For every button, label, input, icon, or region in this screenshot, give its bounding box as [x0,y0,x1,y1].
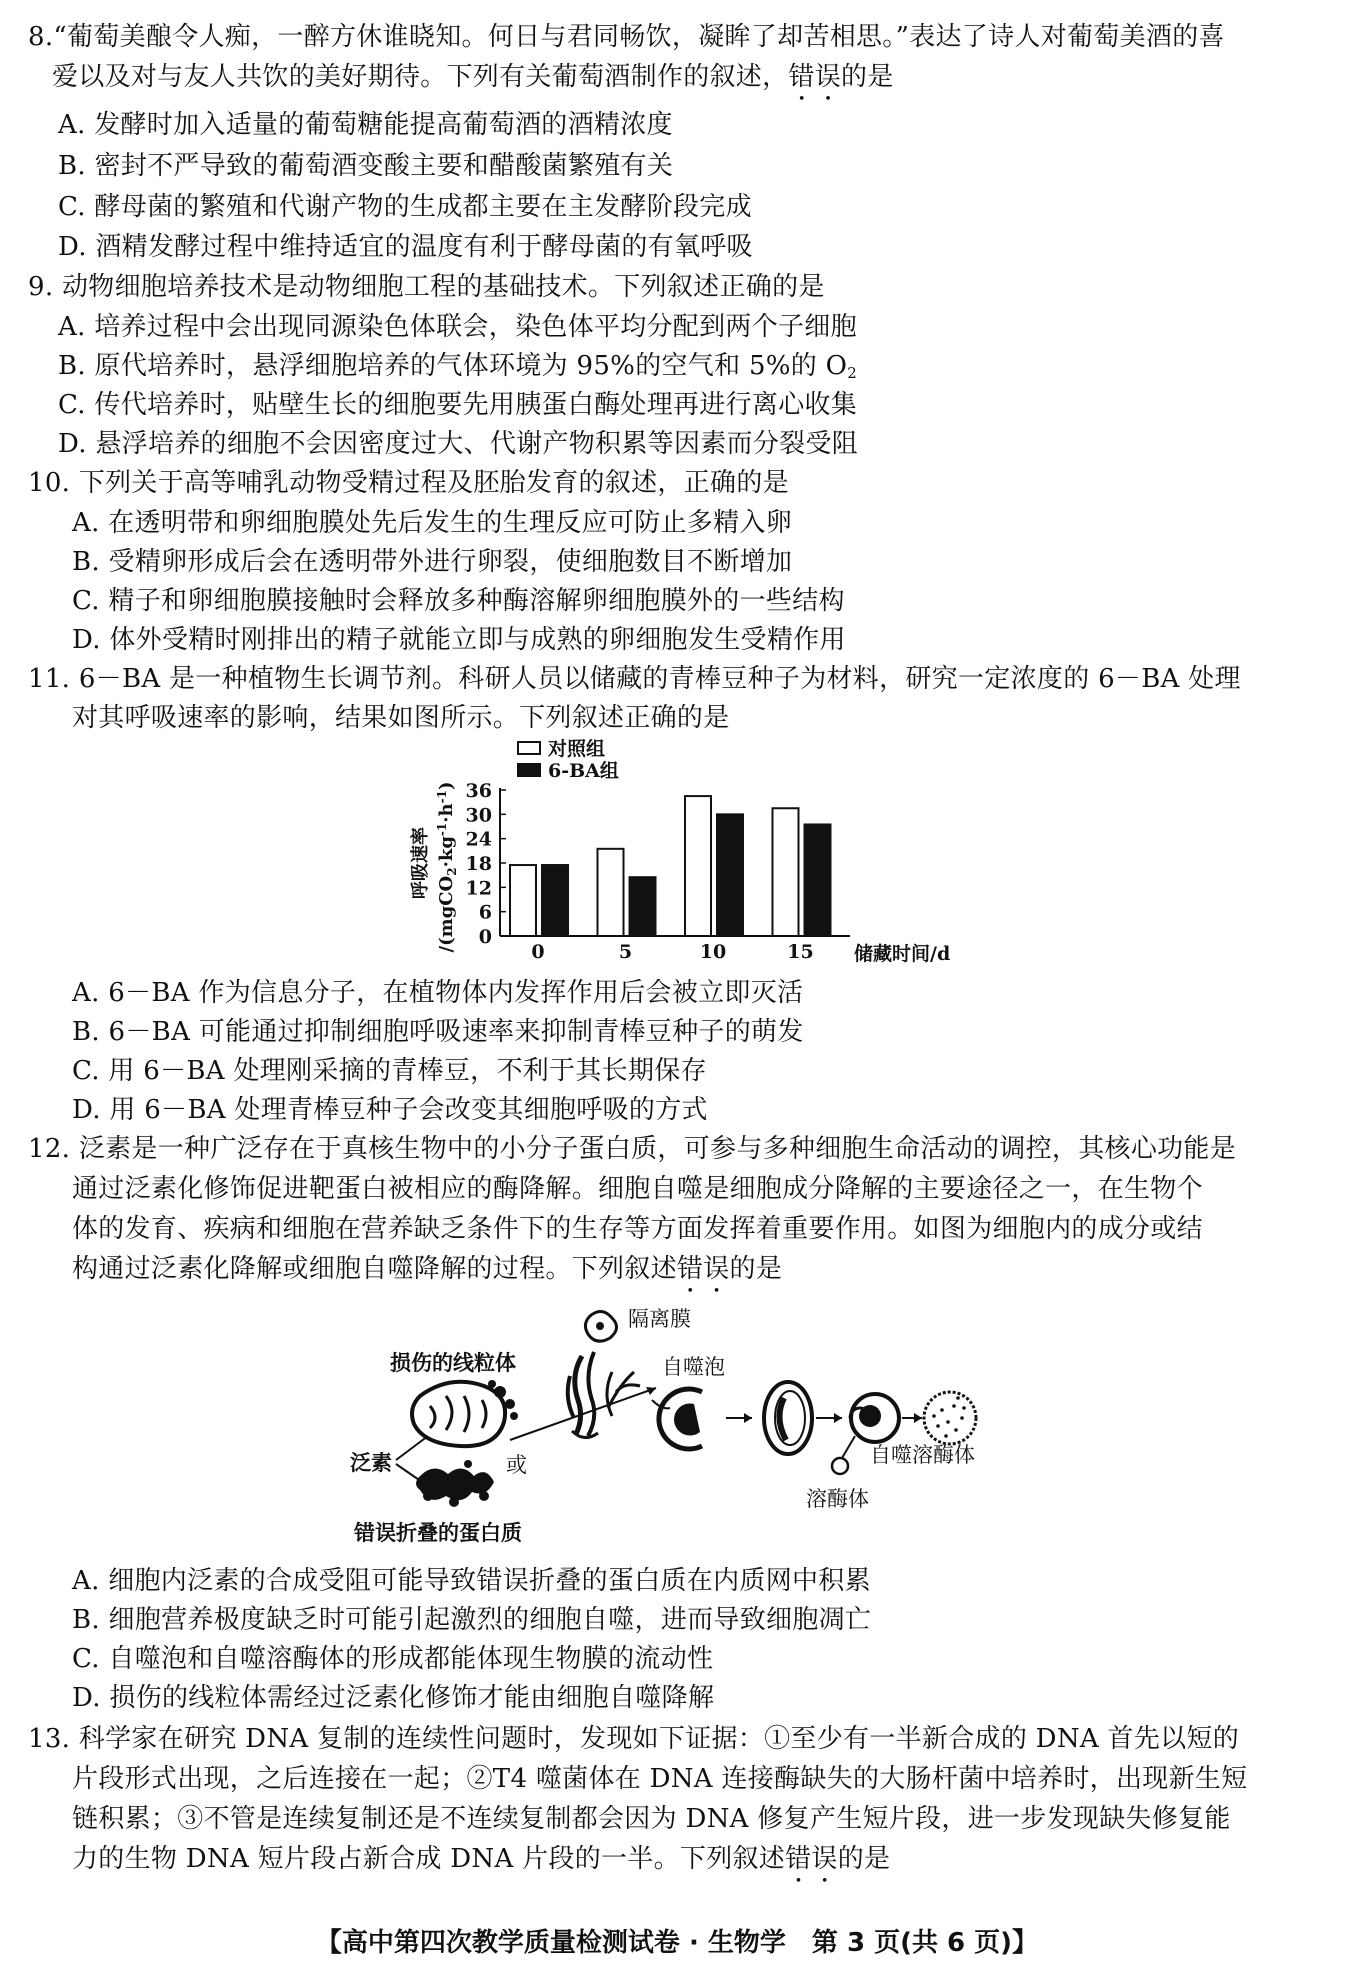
respiration-rate-chart [360,736,1000,968]
bar-treated-5 [630,877,656,936]
q9-option-d: D. 悬浮培养的细胞不会因密度过大、代谢产物积累等因素而分裂受阻 [58,429,859,459]
bar-control-10 [685,796,711,936]
bar-control-5 [598,849,624,936]
q12-stem-line-2: 通过泛素化修饰促进靶蛋白被相应的酶降解。细胞自噬是细胞成分降解的主要途径之一，在生物个 [72,1174,1203,1204]
q8-option-b: B. 密封不严导致的葡萄酒变酸主要和醋酸菌繁殖有关 [58,151,674,181]
q13-stem-line-4: 力的生物 DNA 短片段占新合成 DNA 片段的一半。下列叙述错误的是 [72,1844,891,1874]
q12-option-a: A. 细胞内泛素的合成受阻可能导致错误折叠的蛋白质在内质网中积累 [72,1566,871,1596]
q10-option-b: B. 受精卵形成后会在透明带外进行卵裂，使细胞数目不断增加 [72,547,793,577]
label-autophagosome: 自噬泡 [662,1355,725,1379]
x-tick-label: 5 [618,941,633,963]
q8-option-a: A. 发酵时加入适量的葡萄糖能提高葡萄酒的酒精浓度 [58,110,673,140]
q11-stem-line-2: 对其呼吸速率的影响，结果如图所示。下列叙述正确的是 [72,703,730,733]
emphasis-wrong: 错误 [785,1844,838,1874]
x-tick-label: 15 [787,941,814,963]
q11-option-a: A. 6－BA 作为信息分子，在植物体内发挥作用后会被立即灭活 [72,978,804,1008]
x-tick-label: 0 [531,941,545,963]
bar-treated-15 [805,824,831,936]
bar-control-0 [510,865,536,936]
lysosome-icon [832,1436,855,1474]
label-ubiquitin: 泛素 [350,1450,392,1475]
q12-stem-line-4: 构通过泛素化降解或细胞自噬降解的过程。下列叙述错误的是 [72,1254,783,1284]
label-damaged-mitochondrion: 损伤的线粒体 [390,1350,516,1375]
q8-option-d: D. 酒精发酵过程中维持适宜的温度有利于酵母菌的有氧呼吸 [58,232,753,262]
y-axis-label-line-1: 呼吸速率 [410,827,431,899]
q12-option-b: B. 细胞营养极度缺乏时可能引起激烈的细胞自噬，进而导致细胞凋亡 [72,1605,872,1635]
phagophore-icon [659,1389,702,1449]
x-axis-label: 储藏时间/d [854,943,951,965]
q8-stem-line-2: 爱以及对与友人共饮的美好期待。下列有关葡萄酒制作的叙述，错误的是 [52,62,894,92]
q12-option-d: D. 损伤的线粒体需经过泛素化修饰才能由细胞自噬降解 [72,1683,715,1713]
q11-stem-line-1: 11. 6－BA 是一种植物生长调节剂。科研人员以储藏的青棒豆种子为材料，研究一定浓度的 6－BA 处理 [28,664,1241,694]
q12-option-c: C. 自噬泡和自噬溶酶体的形成都能体现生物膜的流动性 [72,1644,714,1674]
label-misfolded-protein: 错误折叠的蛋白质 [354,1520,522,1545]
q8-option-c: C. 酵母菌的繁殖和代谢产物的生成都主要在主发酵阶段完成 [58,192,752,222]
y-tick-label: 12 [465,877,492,900]
q13-stem-line-3: 链积累；③不管是连续复制还是不连续复制都会因为 DNA 修复产生短片段，进一步发现缺失修复能 [72,1804,1231,1834]
y-tick-label: 30 [465,804,492,827]
label-lysosome: 溶酶体 [806,1487,869,1511]
q8-stem-line-1: 8.“葡萄美酿令人痴，一醉方休谁晓知。何日与君同畅饮，凝眸了却苦相思。”表达了诗人对葡萄美酒的喜 [28,22,1225,52]
q9-option-a: A. 培养过程中会出现同源染色体联会，染色体平均分配到两个子细胞 [58,312,857,342]
q11-option-b: B. 6－BA 可能通过抑制细胞呼吸速率来抑制青棒豆种子的萌发 [72,1017,804,1047]
q10-stem: 10. 下列关于高等哺乳动物受精过程及胚胎发育的叙述，正确的是 [28,468,789,498]
legend-label-0: 对照组 [548,738,606,760]
label-autolysosome: 自噬溶酶体 [870,1443,975,1467]
q13-stem-line-2: 片段形式出现，之后连接在一起；②T4 噬菌体在 DNA 连接酶缺失的大肠杆菌中培养时，出现新生短 [72,1764,1248,1794]
legend-label-1: 6-BA组 [548,760,619,782]
emphasis-wrong: 错误 [788,62,842,92]
y-tick-label: 0 [478,926,492,948]
x-tick-label: 10 [699,941,727,963]
y-tick-label: 6 [478,901,492,924]
q10-option-a: A. 在透明带和卵细胞膜处先后发生的生理反应可防止多精入卵 [72,508,793,538]
y-tick-label: 36 [465,780,492,802]
q12-stem-line-3: 体的发育、疾病和细胞在营养缺乏条件下的生存等方面发挥着重要作用。如图为细胞内的成分或结 [72,1214,1203,1244]
bar-treated-0 [542,865,568,936]
autophagy-diagram [350,1296,1000,1554]
legend-swatch-0 [518,742,540,754]
page-footer: 【高中第四次教学质量检测试卷 · 生物学 第 3 页(共 6 页)】 [315,1928,1039,1958]
autolysosome-icon [924,1392,976,1444]
q12-stem-line-1: 12. 泛素是一种广泛存在于真核生物中的小分子蛋白质，可参与多种细胞生命活动的调控，其核心功能是 [28,1134,1237,1164]
bar-treated-10 [717,814,743,936]
y-tick-label: 18 [465,853,492,875]
q9-stem: 9. 动物细胞培养技术是动物细胞工程的基础技术。下列叙述正确的是 [28,272,825,302]
legend-swatch-1 [518,764,540,776]
misfolded-protein-icon [416,1460,494,1507]
fusion-icon [850,1394,899,1442]
q13-stem-line-1: 13. 科学家在研究 DNA 复制的连续性问题时，发现如下证据：①至少有一半新合成的 DNA 首先以短的 [28,1724,1240,1754]
q11-option-d: D. 用 6－BA 处理青棒豆种子会改变其细胞呼吸的方式 [72,1095,708,1125]
label-or: 或 [506,1453,527,1477]
q9-option-b: B. 原代培养时，悬浮细胞培养的气体环境为 95%的空气和 5%的 $O_2$ [58,351,858,382]
label-isolation-membrane: 隔离膜 [628,1307,691,1331]
y-tick-label: 24 [465,828,492,851]
q11-option-c: C. 用 6－BA 处理刚采摘的青棒豆，不利于其长期保存 [72,1056,707,1086]
q9-option-c: C. 传代培养时，贴壁生长的细胞要先用胰蛋白酶处理再进行离心收集 [58,390,858,420]
y-axis-label-line-2: $/(mgCO_2\cdot kg^{-1}\cdot h^{-1})$ [435,781,459,953]
q10-option-c: C. 精子和卵细胞膜接触时会释放多种酶溶解卵细胞膜外的一些结构 [72,586,845,616]
bar-control-15 [773,808,799,936]
emphasis-wrong: 错误 [676,1254,730,1284]
autophagosome-icon [764,1382,812,1454]
q10-option-d: D. 体外受精时刚排出的精子就能立即与成熟的卵细胞发生受精作用 [72,625,846,655]
